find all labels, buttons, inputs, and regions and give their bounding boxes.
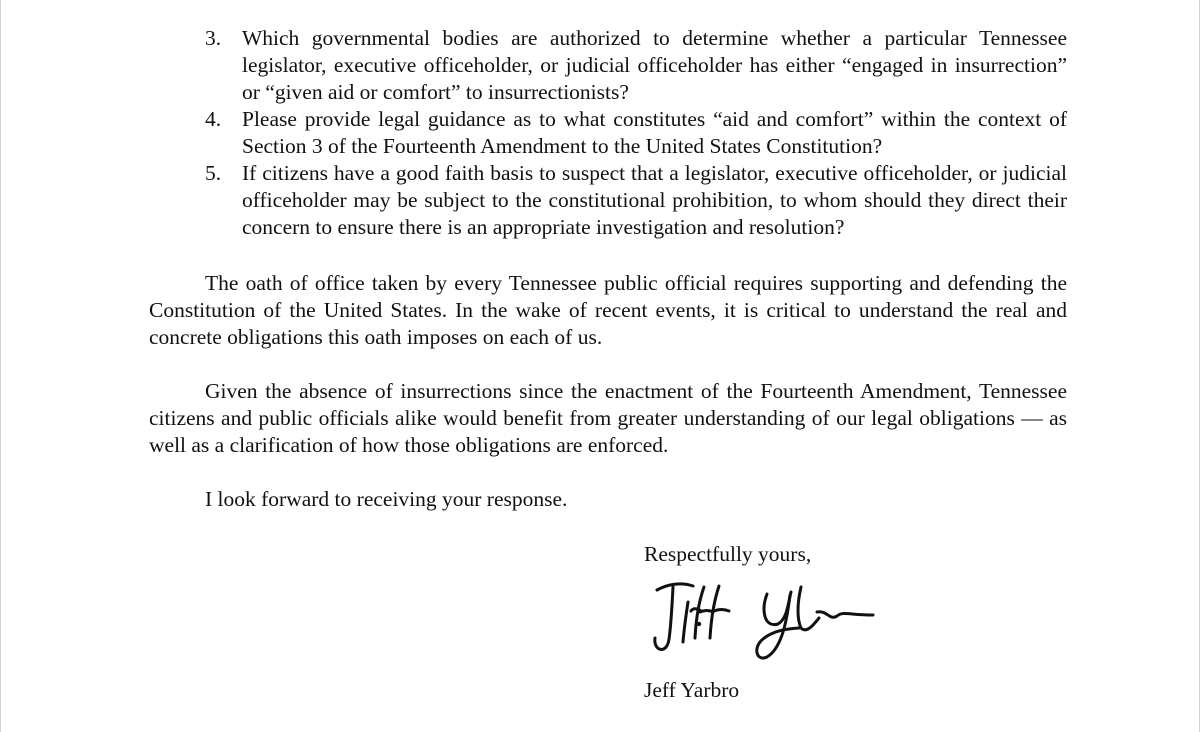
question-list: [205, 25, 1067, 241]
list-item-text: Please provide legal guidance as to what constitutes “aid and comfort” within the context of Section 3 of the Fourteenth Amendment to the United States Constitution?: [242, 107, 1067, 158]
signer-name: Jeff Yarbro: [644, 678, 740, 702]
signature-image: [641, 572, 881, 664]
oath-paragraph: The oath of office taken by every Tennessee public official requires supporting and defending the Constitution of the United States. In the wake of recent events, it is critical to understand the real and concrete obligations this oath imposes on each of us.: [149, 271, 1067, 349]
insurrection-paragraph: Given the absence of insurrections since the enactment of the Fourteenth Amendment, Tennessee citizens and public officials alike would benefit from greater understanding of our legal obligations — as well as a clarification of how those obligations are enforced.: [149, 379, 1067, 457]
list-item-number: 3.: [205, 26, 222, 50]
list-item-text: Which governmental bodies are authorized to determine whether a particular Tennessee legislator, executive officeholder, or judicial officeholder has either “engaged in insurrection” or “given aid or comfort” to insurrectionists?: [242, 26, 1067, 104]
list-item: [205, 106, 1067, 160]
list-item: [205, 160, 1067, 241]
list-item-text: If citizens have a good faith basis to suspect that a legislator, executive officeholder, or judicial officeholder may be subject to the constitutional prohibition, to whom should they direct their concern to ensure there is an appropriate investigation and resolution?: [242, 161, 1067, 239]
list-item-number: 4.: [205, 107, 222, 131]
closing-line: Respectfully yours,: [644, 542, 812, 566]
list-item: [205, 25, 1067, 106]
list-item-number: 5.: [205, 161, 222, 185]
response-paragraph: I look forward to receiving your response.: [205, 487, 568, 511]
